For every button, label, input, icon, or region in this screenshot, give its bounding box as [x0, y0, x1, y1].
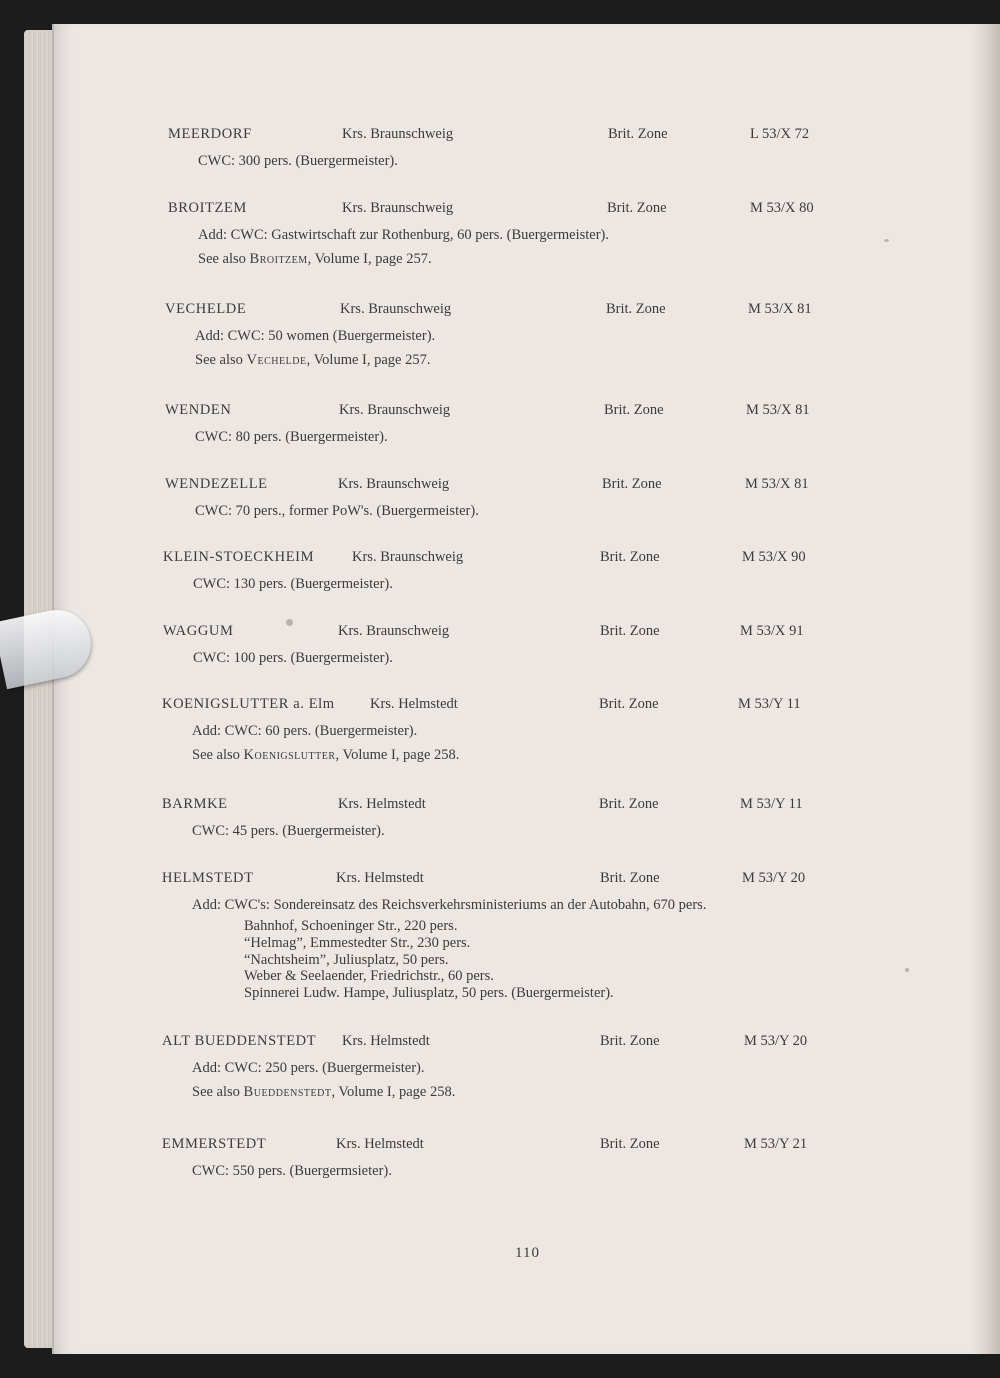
location-name: VECHELDE [165, 301, 247, 317]
entry-subdetail-line: “Helmag”, Emmestedter Str., 230 pers. [244, 935, 471, 952]
see-also-prefix: See also [192, 1084, 244, 1101]
location-name: BARMKE [162, 796, 228, 812]
zone-label: Brit. Zone [604, 402, 664, 418]
entry-header [168, 200, 814, 220]
grid-reference: M 53/X 81 [745, 476, 809, 492]
location-name: WENDEN [165, 402, 232, 418]
entry-subdetail-line: Spinnerei Ludw. Hampe, Juliusplatz, 50 pers. (Buergermeister). [244, 985, 614, 1002]
zone-label: Brit. Zone [600, 1136, 660, 1152]
zone-label: Brit. Zone [600, 549, 660, 565]
see-also-line [165, 352, 435, 369]
entry-header [162, 870, 806, 890]
zone-label: Brit. Zone [600, 870, 660, 886]
grid-reference: M 53/Y 20 [742, 870, 806, 886]
see-also-line [168, 251, 609, 268]
entry-header [162, 696, 801, 716]
location-entry [163, 623, 804, 667]
entry-detail-line: Add: CWC: 60 pers. (Buergermeister). [192, 723, 418, 739]
grid-reference: L 53/X 72 [750, 126, 810, 142]
grid-reference: M 53/X 81 [746, 402, 810, 418]
location-name: WENDEZELLE [165, 476, 268, 492]
zone-label: Brit. Zone [602, 476, 662, 492]
entry-subdetail-line: Bahnhof, Schoeninger Str., 220 pers. [244, 918, 458, 935]
location-name: BROITZEM [168, 200, 247, 216]
see-also-reference: Broitzem [249, 251, 308, 268]
location-name: MEERDORF [168, 126, 252, 142]
entry-detail-line: CWC: 130 pers. (Buergermeister). [193, 576, 393, 592]
see-also-reference: Bueddenstedt [243, 1084, 332, 1101]
entry-detail-line: Add: CWC: 50 women (Buergermeister). [195, 328, 436, 344]
grid-reference: M 53/Y 11 [738, 696, 801, 712]
entry-detail-line: CWC: 100 pers. (Buergermeister). [193, 650, 393, 666]
zone-label: Brit. Zone [600, 1033, 660, 1049]
entry-header [165, 301, 812, 321]
district-label: Krs. Braunschweig [339, 402, 451, 418]
grid-reference: M 53/Y 20 [744, 1033, 808, 1049]
see-also-suffix: , Volume I, page 257. [306, 352, 431, 369]
location-name: KLEIN-STOECKHEIM [163, 549, 315, 565]
district-label: Krs. Helmstedt [342, 1033, 430, 1049]
entry-detail-line: Add: CWC: Gastwirtschaft zur Rothenburg, 60 pers. (Buergermeister). [198, 227, 610, 243]
zone-label: Brit. Zone [608, 126, 668, 142]
see-also-prefix: See also [198, 251, 250, 268]
location-entry [165, 402, 810, 446]
entry-detail-line: CWC: 45 pers. (Buergermeister). [192, 823, 385, 839]
location-entry [168, 200, 814, 269]
district-label: Krs. Helmstedt [336, 870, 424, 886]
see-also-suffix: , Volume I, page 257. [307, 251, 432, 268]
entry-header [163, 623, 804, 643]
see-also-prefix: See also [195, 352, 247, 369]
district-label: Krs. Braunschweig [338, 476, 450, 492]
location-name: EMMERSTEDT [162, 1136, 267, 1152]
entry-detail-line: CWC: 80 pers. (Buergermeister). [195, 429, 388, 445]
entry-detail-line: CWC: 550 pers. (Buergermsieter). [192, 1163, 392, 1179]
entry-header [162, 1136, 808, 1156]
location-entry [162, 1136, 808, 1180]
location-entry [165, 476, 809, 520]
district-label: Krs. Braunschweig [340, 301, 452, 317]
see-also-line [162, 747, 459, 764]
entry-detail-line: Add: CWC: 250 pers. (Buergermeister). [192, 1060, 425, 1076]
district-label: Krs. Braunschweig [338, 623, 450, 639]
district-label: Krs. Helmstedt [336, 1136, 424, 1152]
district-label: Krs. Braunschweig [352, 549, 464, 565]
location-entry [165, 301, 812, 370]
location-entry [162, 796, 803, 840]
see-also-line [162, 1084, 455, 1101]
entry-subdetail-line: Weber & Seelaender, Friedrichstr., 60 pers. [244, 968, 494, 985]
grid-reference: M 53/X 91 [740, 623, 804, 639]
grid-reference: M 53/Y 21 [744, 1136, 808, 1152]
location-name: ALT BUEDDENSTEDT [162, 1033, 317, 1049]
entry-detail-line: CWC: 300 pers. (Buergermeister). [198, 153, 398, 169]
location-entry [162, 870, 806, 1002]
grid-reference: M 53/X 80 [750, 200, 814, 216]
entry-header [168, 126, 810, 146]
location-entry [162, 696, 801, 765]
entry-header [163, 549, 806, 569]
zone-label: Brit. Zone [606, 301, 666, 317]
district-label: Krs. Braunschweig [342, 126, 454, 142]
location-name: HELMSTEDT [162, 870, 254, 886]
see-also-reference: Vechelde [246, 352, 307, 369]
grid-reference: M 53/Y 11 [740, 796, 803, 812]
location-entry [168, 126, 810, 170]
entry-header [162, 796, 803, 816]
zone-label: Brit. Zone [600, 623, 660, 639]
entry-detail-line: Add: CWC's: Sondereinsatz des Reichsverkehrsministeriums an der Autobahn, 670 pers. [192, 897, 707, 913]
entry-header [165, 402, 810, 422]
grid-reference: M 53/X 81 [748, 301, 812, 317]
location-name: KOENIGSLUTTER a. Elm [162, 696, 335, 712]
entry-header [162, 1033, 808, 1053]
entry-detail-line: CWC: 70 pers., former PoW's. (Buergermeister). [195, 503, 479, 519]
district-label: Krs. Helmstedt [370, 696, 458, 712]
district-label: Krs. Braunschweig [342, 200, 454, 216]
zone-label: Brit. Zone [599, 696, 659, 712]
see-also-suffix: , Volume I, page 258. [335, 747, 460, 764]
district-label: Krs. Helmstedt [338, 796, 426, 812]
location-entry [162, 1033, 808, 1102]
see-also-suffix: , Volume I, page 258. [331, 1084, 456, 1101]
zone-label: Brit. Zone [599, 796, 659, 812]
grid-reference: M 53/X 90 [742, 549, 806, 565]
entry-header [165, 476, 809, 496]
page-number: 110 [515, 1245, 540, 1261]
entry-subdetail-line: “Nachtsheim”, Juliusplatz, 50 pers. [244, 951, 449, 968]
see-also-reference: Koenigslutter [243, 747, 336, 764]
location-entry [163, 549, 806, 593]
zone-label: Brit. Zone [607, 200, 667, 216]
see-also-prefix: See also [192, 747, 244, 764]
location-name: WAGGUM [163, 623, 234, 639]
